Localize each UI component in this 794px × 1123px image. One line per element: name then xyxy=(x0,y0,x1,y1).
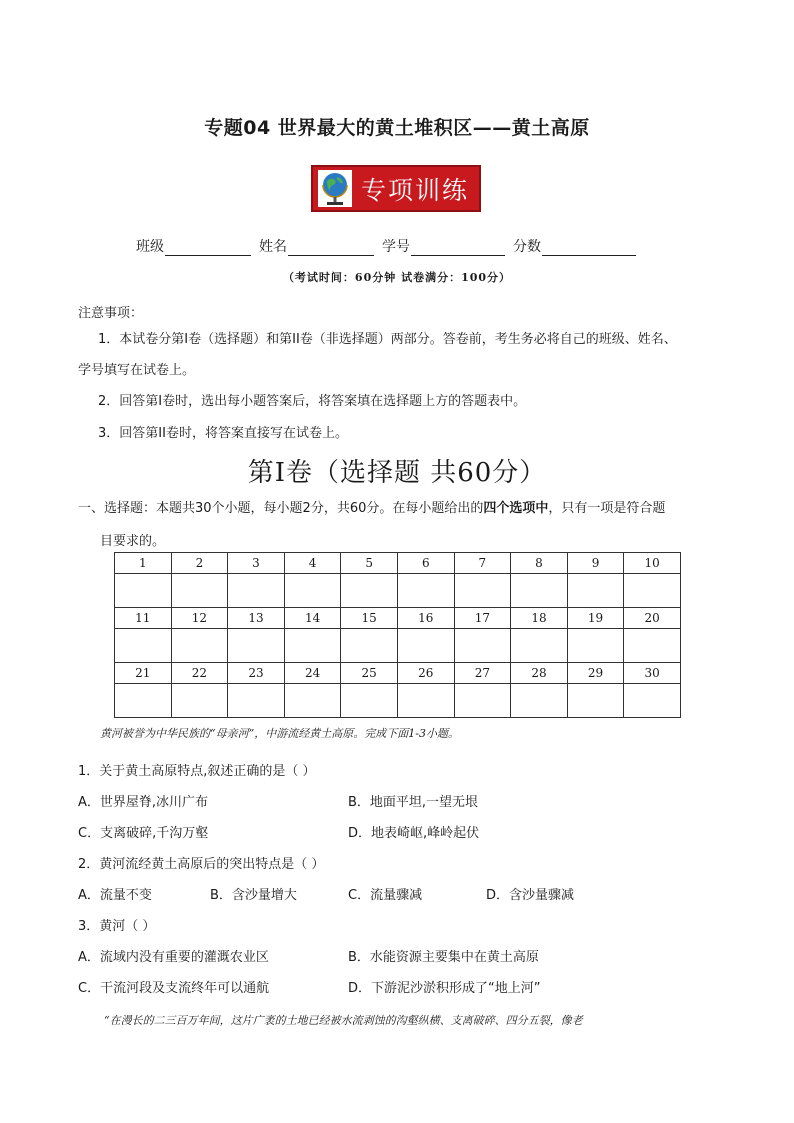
note-item: 1．本试卷分第I卷（选择题）和第II卷（非选择题）两部分。答卷前，考生务必将自己的班级、姓名、 xyxy=(98,332,677,347)
name-blank[interactable] xyxy=(288,239,374,256)
answer-number-cell: 5 xyxy=(341,553,398,574)
answer-blank-cell[interactable] xyxy=(624,574,681,608)
answer-blank-cell[interactable] xyxy=(228,574,285,608)
option-item[interactable]: D．含沙量骤减 xyxy=(486,888,575,903)
answer-blank-cell[interactable] xyxy=(341,629,398,663)
instruction-line2: 目要求的。 xyxy=(100,534,166,549)
globe-icon xyxy=(315,167,355,210)
answer-blank-cell[interactable] xyxy=(284,684,341,718)
reading-passage: “在漫长的二三百万年间，这片广袤的土地已经被水流剥蚀的沟壑纵横、支离破碎、四分五裂，像老 xyxy=(104,1014,583,1027)
option-item[interactable]: B．含沙量增大 xyxy=(210,888,297,903)
answer-blank-cell[interactable] xyxy=(624,684,681,718)
question-stem: 1．关于黄土高原特点,叙述正确的是（ ） xyxy=(78,764,316,779)
answer-number-cell: 11 xyxy=(115,608,172,629)
option-item[interactable]: D．下游泥沙淤积形成了“地上河” xyxy=(348,981,541,996)
option-item[interactable]: B．地面平坦,一望无垠 xyxy=(348,795,479,810)
answer-number-cell: 3 xyxy=(228,553,285,574)
answer-number-cell: 19 xyxy=(567,608,624,629)
exam-meta: （考试时间：60分钟 试卷满分：100分） xyxy=(282,271,512,284)
question-intro: 黄河被誉为中华民族的“母亲河”，中游流经黄土高原。完成下面1-3小题。 xyxy=(100,727,459,740)
answer-number-row xyxy=(115,663,681,684)
page-title: 专题04 世界最大的黄土堆积区——黄土高原 xyxy=(204,117,590,139)
question-stem: 2．黄河流经黄土高原后的突出特点是（ ） xyxy=(78,857,325,872)
answer-number-cell: 24 xyxy=(284,663,341,684)
option-item[interactable]: A．世界屋脊,冰川广布 xyxy=(78,795,209,810)
answer-number-cell: 29 xyxy=(567,663,624,684)
answer-blank-cell[interactable] xyxy=(454,574,511,608)
answer-blank-cell[interactable] xyxy=(624,629,681,663)
option-item[interactable]: B．水能资源主要集中在黄土高原 xyxy=(348,950,539,965)
answer-blank-cell[interactable] xyxy=(511,574,568,608)
answer-blank-cell[interactable] xyxy=(341,574,398,608)
answer-number-cell: 16 xyxy=(397,608,454,629)
note-item: 2．回答第I卷时，选出每小题答案后，将答案填在选择题上方的答题表中。 xyxy=(98,394,527,409)
option-item[interactable]: A．流量不变 xyxy=(78,888,152,903)
answer-number-row xyxy=(115,553,681,574)
class-label: 班级 xyxy=(136,239,164,255)
answer-blank-cell[interactable] xyxy=(397,684,454,718)
student-id-field[interactable] xyxy=(382,236,505,256)
answer-number-cell: 10 xyxy=(624,553,681,574)
option-item[interactable]: C．支离破碎,千沟万壑 xyxy=(78,826,209,841)
answer-number-cell: 23 xyxy=(228,663,285,684)
answer-number-row xyxy=(115,608,681,629)
practice-banner xyxy=(311,165,481,212)
answer-blank-cell[interactable] xyxy=(284,629,341,663)
option-item[interactable]: C．干流河段及支流终年可以通航 xyxy=(78,981,270,996)
answer-number-cell: 26 xyxy=(397,663,454,684)
answer-blank-cell[interactable] xyxy=(171,684,228,718)
question-stem: 3．黄河（ ） xyxy=(78,919,156,934)
answer-blank-cell[interactable] xyxy=(397,629,454,663)
answer-blank-row xyxy=(115,684,681,718)
answer-blank-row xyxy=(115,574,681,608)
answer-blank-cell[interactable] xyxy=(511,629,568,663)
answer-number-cell: 15 xyxy=(341,608,398,629)
answer-number-cell: 2 xyxy=(171,553,228,574)
instruction-suffix: ，只有一项是符合题 xyxy=(548,501,666,516)
answer-blank-row xyxy=(115,629,681,663)
instruction-bold: 四个选项中 xyxy=(483,501,549,516)
answer-blank-cell[interactable] xyxy=(115,684,172,718)
answer-blank-cell[interactable] xyxy=(567,629,624,663)
class-blank[interactable] xyxy=(165,239,251,256)
answer-number-cell: 20 xyxy=(624,608,681,629)
answer-blank-cell[interactable] xyxy=(171,629,228,663)
answer-number-cell: 7 xyxy=(454,553,511,574)
answer-number-cell: 21 xyxy=(115,663,172,684)
score-blank[interactable] xyxy=(542,239,636,256)
answer-blank-cell[interactable] xyxy=(397,574,454,608)
answer-blank-cell[interactable] xyxy=(284,574,341,608)
note-item: 3．回答第II卷时，将答案直接写在试卷上。 xyxy=(98,426,348,441)
answer-number-cell: 4 xyxy=(284,553,341,574)
answer-blank-cell[interactable] xyxy=(454,629,511,663)
answer-blank-cell[interactable] xyxy=(115,629,172,663)
section-heading: 第I卷（选择题 共60分） xyxy=(247,458,547,488)
answer-blank-cell[interactable] xyxy=(228,684,285,718)
answer-number-cell: 17 xyxy=(454,608,511,629)
class-field[interactable] xyxy=(136,236,251,256)
student-info-row xyxy=(136,236,644,256)
name-label: 姓名 xyxy=(259,239,287,255)
answer-blank-cell[interactable] xyxy=(171,574,228,608)
option-item[interactable]: C．流量骤减 xyxy=(348,888,423,903)
student-id-label: 学号 xyxy=(382,239,410,255)
name-field[interactable] xyxy=(259,236,374,256)
score-field[interactable] xyxy=(513,236,636,256)
notes-title: 注意事项： xyxy=(78,306,144,321)
answer-number-cell: 27 xyxy=(454,663,511,684)
answer-number-cell: 22 xyxy=(171,663,228,684)
answer-number-cell: 18 xyxy=(511,608,568,629)
instruction-prefix: 一、选择题：本题共30个小题，每小题2分，共60分。在每小题给出的 xyxy=(78,501,484,516)
option-item[interactable]: A．流域内没有重要的灌溉农业区 xyxy=(78,950,269,965)
banner-label: 专项训练 xyxy=(361,175,470,205)
student-id-blank[interactable] xyxy=(411,239,505,256)
section-instruction xyxy=(78,492,728,558)
answer-blank-cell[interactable] xyxy=(454,684,511,718)
answer-number-cell: 9 xyxy=(567,553,624,574)
answer-blank-cell[interactable] xyxy=(115,574,172,608)
answer-table xyxy=(114,552,681,718)
answer-number-cell: 1 xyxy=(115,553,172,574)
answer-blank-cell[interactable] xyxy=(567,684,624,718)
score-label: 分数 xyxy=(513,239,541,255)
option-item[interactable]: D．地表崎岖,峰岭起伏 xyxy=(348,826,480,841)
answer-number-cell: 13 xyxy=(228,608,285,629)
answer-blank-cell[interactable] xyxy=(228,629,285,663)
answer-blank-cell[interactable] xyxy=(341,684,398,718)
answer-number-cell: 6 xyxy=(397,553,454,574)
answer-number-cell: 8 xyxy=(511,553,568,574)
answer-blank-cell[interactable] xyxy=(511,684,568,718)
answer-number-cell: 12 xyxy=(171,608,228,629)
answer-number-cell: 25 xyxy=(341,663,398,684)
answer-number-cell: 14 xyxy=(284,608,341,629)
answer-blank-cell[interactable] xyxy=(567,574,624,608)
answer-number-cell: 28 xyxy=(511,663,568,684)
note-item: 学号填写在试卷上。 xyxy=(78,363,196,378)
answer-number-cell: 30 xyxy=(624,663,681,684)
